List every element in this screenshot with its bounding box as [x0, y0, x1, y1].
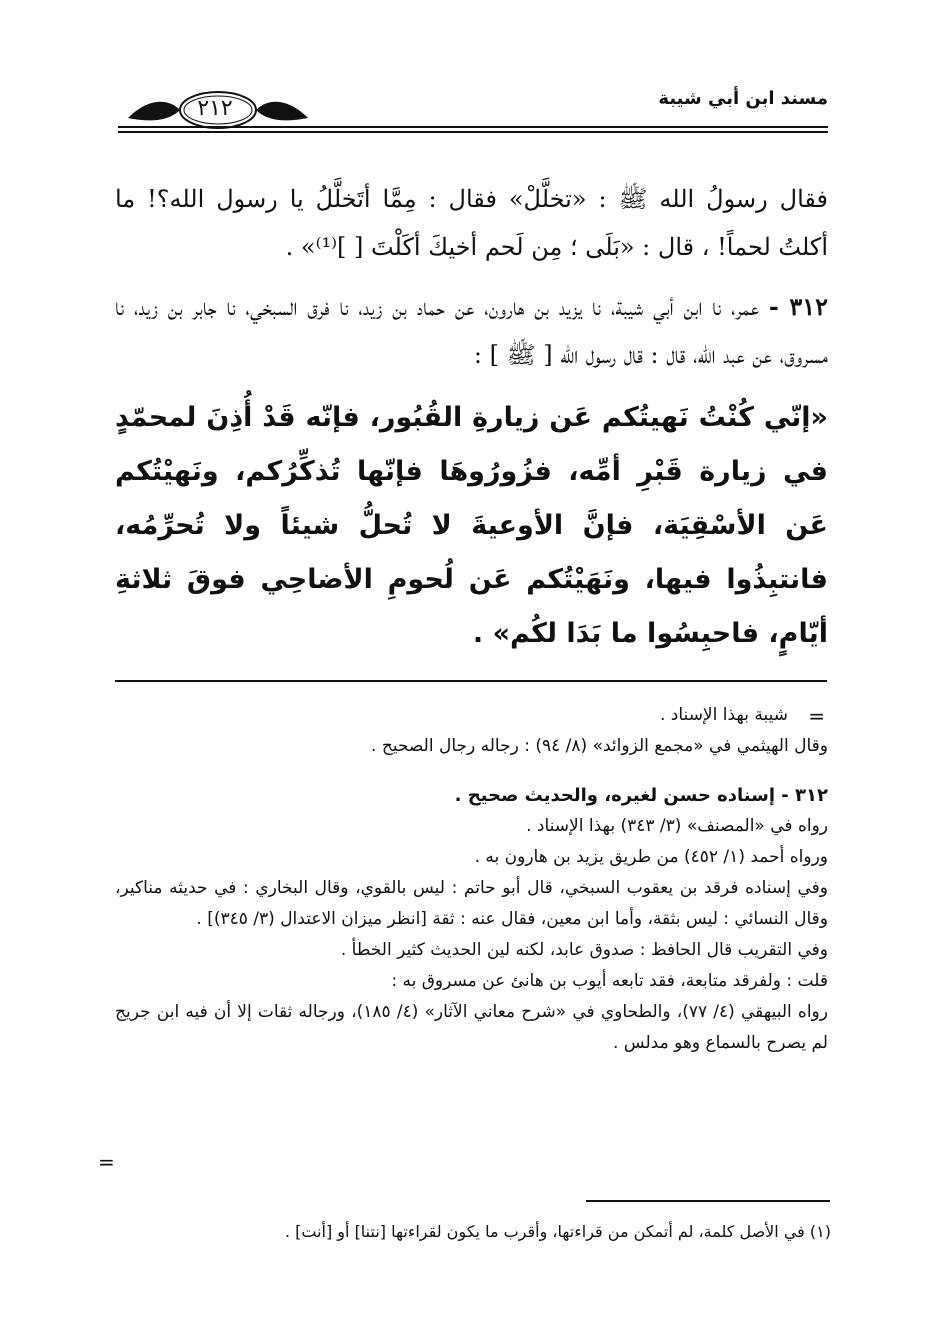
main-text [115, 175, 828, 661]
note-line: رواه البيهقي (٤/ ٧٧)، والطحاوي في «شرح معاني الآثار» (٤/ ١٨٥)، ورجاله ثقات إلا أن فيه ابن جريج لم يصرح بالسماع وهو مدلس . [115, 1002, 828, 1053]
paragraph-continued: فقال رسولُ الله ﷺ : «تخلَّلْ» فقال : مِمَّا أتَخلَّلُ يا رسول الله؟! ما أكلتُ لحماً! ، قال : «بَلَى ؛ مِن لَحم أخيكَ أكَلْتَ [ ]⁽¹⁾» . [115, 185, 828, 261]
hadith-text: «إنّي كُنْتُ نَهيتُكم عَن زيارةِ القُبُور، فإنّه قَدْ أُذِنَ لمحمّدٍ في زيارة قَبْرِ أمِّه، فزُورُوهَا فإنّها تُذكِّرُكم، ونَهيْتُكم عَن الأسْقِيَة، فإنَّ الأوعيةَ لا تُحلُّ شيئاً ولا تُحرِّمُه، فانتبِذُوا فيها، ونَهَيْتُكم عَن لُحومِ الأضاحِي فوقَ ثلاثةِ أيّامٍ، فاحبِسُوا ما بَدَا لكُم» . [115, 402, 828, 649]
footnote-separator [586, 1200, 830, 1202]
note-line: رواه في «المصنف» (٣/ ٣٤٣) بهذا الإسناد . [526, 816, 828, 836]
note-heading: ٣١٢ - إسناده حسن لغيره، والحديث صحيح . [454, 785, 828, 806]
continuation-mark-bottom: = [98, 1150, 115, 1174]
page-number: ٢١٢ [197, 96, 233, 121]
footnote: (١) في الأصل كلمة، لم أتمكن من قراءتها، وأقرب ما يكون لقراءتها [نتنا] أو [أنت] . [284, 1222, 831, 1241]
notes-separator [115, 680, 827, 682]
isnad-text: عمر، نا ابن أبي شيبة، نا يزيد بن هارون، عن حماد بن زيد، نا فرق السبخي، نا جابر بن زيد، نا مسروق، عن عبد الله، قال : قال رسول الله [ ﷺ ] : [115, 293, 828, 369]
note-line: قلت : ولفرقد متابعة، فقد تابعه أيوب بن هانئ عن مسروق به : [391, 971, 828, 991]
header-rule-double [118, 131, 828, 133]
note-line: وفي التقريب قال الحافظ : صدوق عابد، لكنه لين الحديث كثير الخطأ . [340, 940, 828, 960]
note-line: وفي إسناده فرقد بن يعقوب السبخي، قال أبو حاتم : ليس بالقوي، وقال البخاري : في حديثه مناكير، وقال النسائي : ليس بثقة، وأما ابن معين، فقال عنه : ثقة [انظر ميزان الاعتدال (٣/ ٣٤٥)] . [115, 878, 828, 929]
paragraph-isnad [115, 283, 828, 379]
continuation-mark: = [808, 704, 825, 728]
note-line: شيبة بهذا الإسناد . [660, 705, 788, 725]
header-rule [118, 126, 828, 128]
running-title: مسند ابن أبي شيبة [658, 88, 828, 109]
note-line: وقال الهيثمي في «مجمع الزوائد» (٨/ ٩٤) : رجاله رجال الصحيح . [371, 736, 828, 756]
notes-section [115, 700, 828, 1059]
hadith-number: ٣١٢ - [768, 292, 828, 321]
note-line: ورواه أحمد (١/ ٤٥٢) من طريق يزيد بن هارون به . [474, 847, 828, 867]
page-header [118, 88, 828, 148]
